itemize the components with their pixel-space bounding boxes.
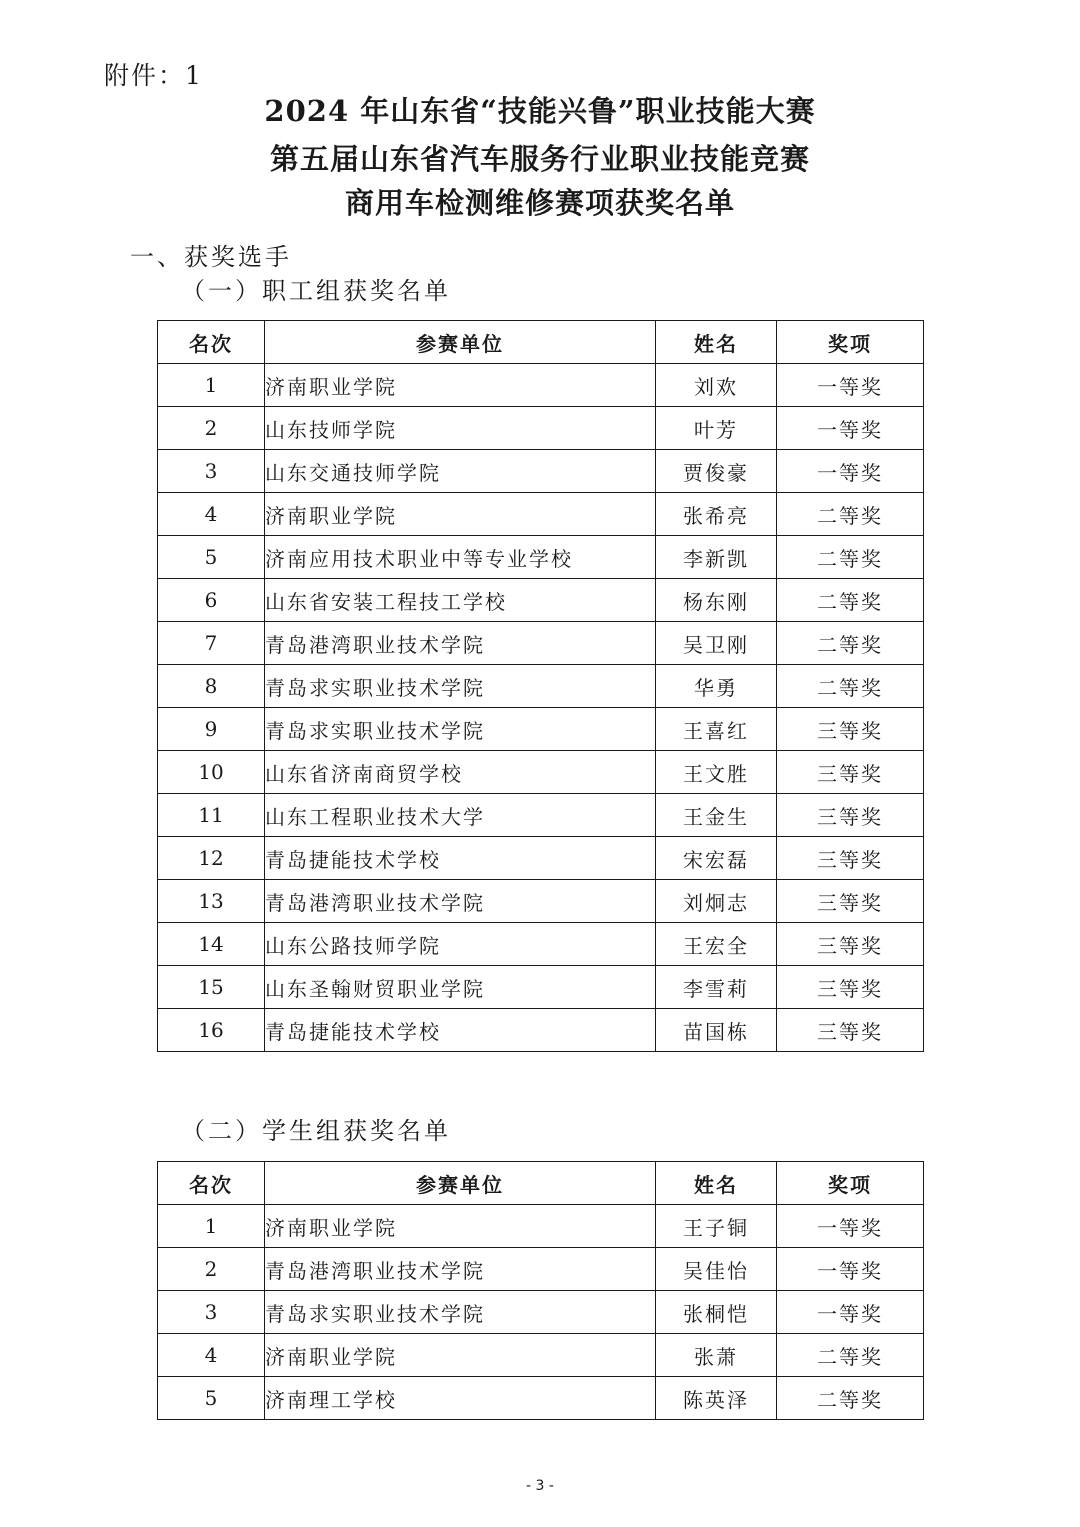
cell-name: 吴卫刚 xyxy=(656,622,777,665)
worker-group-heading: （一）职工组获奖名单 xyxy=(181,277,451,305)
cell-name: 陈英泽 xyxy=(656,1377,777,1420)
cell-rank: 5 xyxy=(158,1377,265,1420)
cell-award: 三等奖 xyxy=(777,708,924,751)
column-header-unit: 参赛单位 xyxy=(265,321,656,364)
cell-name: 华勇 xyxy=(656,665,777,708)
cell-rank: 1 xyxy=(158,364,265,407)
table-row xyxy=(158,1009,924,1052)
page-number: - 3 - xyxy=(526,1478,554,1494)
cell-unit: 青岛港湾职业技术学院 xyxy=(265,1248,656,1291)
cell-award: 三等奖 xyxy=(777,837,924,880)
table-row xyxy=(158,751,924,794)
cell-unit: 山东省安装工程技工学校 xyxy=(265,579,656,622)
cell-unit: 青岛求实职业技术学院 xyxy=(265,708,656,751)
cell-name: 贾俊豪 xyxy=(656,450,777,493)
cell-unit: 青岛捷能技术学校 xyxy=(265,1009,656,1052)
table-row xyxy=(158,880,924,923)
cell-award: 二等奖 xyxy=(777,622,924,665)
cell-award: 二等奖 xyxy=(777,665,924,708)
table-row xyxy=(158,450,924,493)
cell-name: 宋宏磊 xyxy=(656,837,777,880)
cell-unit: 济南职业学院 xyxy=(265,1205,656,1248)
table-row xyxy=(158,1334,924,1377)
cell-name: 叶芳 xyxy=(656,407,777,450)
cell-award: 一等奖 xyxy=(777,1248,924,1291)
cell-unit: 青岛港湾职业技术学院 xyxy=(265,880,656,923)
cell-name: 李新凯 xyxy=(656,536,777,579)
cell-rank: 5 xyxy=(158,536,265,579)
cell-award: 一等奖 xyxy=(777,450,924,493)
cell-name: 张希亮 xyxy=(656,493,777,536)
title-line-3: 商用车检测维修赛项获奖名单 xyxy=(344,186,735,220)
cell-award: 一等奖 xyxy=(777,407,924,450)
cell-rank: 4 xyxy=(158,493,265,536)
cell-rank: 10 xyxy=(158,751,265,794)
cell-rank: 15 xyxy=(158,966,265,1009)
cell-rank: 9 xyxy=(158,708,265,751)
cell-rank: 13 xyxy=(158,880,265,923)
cell-rank: 2 xyxy=(158,407,265,450)
table-row xyxy=(158,622,924,665)
cell-rank: 7 xyxy=(158,622,265,665)
cell-award: 三等奖 xyxy=(777,966,924,1009)
cell-rank: 11 xyxy=(158,794,265,837)
cell-rank: 6 xyxy=(158,579,265,622)
cell-award: 一等奖 xyxy=(777,364,924,407)
cell-rank: 2 xyxy=(158,1248,265,1291)
cell-unit: 山东交通技师学院 xyxy=(265,450,656,493)
table-row xyxy=(158,1205,924,1248)
cell-unit: 山东工程职业技术大学 xyxy=(265,794,656,837)
cell-unit: 山东技师学院 xyxy=(265,407,656,450)
table-row xyxy=(158,794,924,837)
cell-name: 王子铜 xyxy=(656,1205,777,1248)
cell-rank: 3 xyxy=(158,450,265,493)
table-row xyxy=(158,1291,924,1334)
cell-award: 三等奖 xyxy=(777,1009,924,1052)
cell-rank: 4 xyxy=(158,1334,265,1377)
table-row xyxy=(158,536,924,579)
student-group-heading: （二）学生组获奖名单 xyxy=(181,1117,451,1145)
table-header-row xyxy=(158,1162,924,1205)
cell-name: 刘炯志 xyxy=(656,880,777,923)
cell-unit: 济南理工学校 xyxy=(265,1377,656,1420)
student-group-rows xyxy=(158,1205,924,1420)
worker-group-table xyxy=(157,320,924,1052)
cell-name: 吴佳怡 xyxy=(656,1248,777,1291)
column-header-award: 奖项 xyxy=(777,1162,924,1205)
cell-unit: 青岛求实职业技术学院 xyxy=(265,1291,656,1334)
cell-award: 二等奖 xyxy=(777,579,924,622)
title-line-2: 第五届山东省汽车服务行业职业技能竞赛 xyxy=(269,142,810,176)
cell-unit: 青岛港湾职业技术学院 xyxy=(265,622,656,665)
cell-name: 杨东刚 xyxy=(656,579,777,622)
cell-award: 二等奖 xyxy=(777,1334,924,1377)
cell-unit: 济南职业学院 xyxy=(265,364,656,407)
section-heading: 一、获奖选手 xyxy=(130,243,292,271)
cell-name: 李雪莉 xyxy=(656,966,777,1009)
cell-award: 三等奖 xyxy=(777,794,924,837)
cell-award: 一等奖 xyxy=(777,1205,924,1248)
cell-name: 王金生 xyxy=(656,794,777,837)
cell-rank: 3 xyxy=(158,1291,265,1334)
column-header-rank: 名次 xyxy=(158,321,265,364)
cell-rank: 14 xyxy=(158,923,265,966)
column-header-unit: 参赛单位 xyxy=(265,1162,656,1205)
student-group-table xyxy=(157,1161,924,1420)
table-row xyxy=(158,407,924,450)
cell-unit: 山东省济南商贸学校 xyxy=(265,751,656,794)
table-row xyxy=(158,1377,924,1420)
cell-name: 王文胜 xyxy=(656,751,777,794)
table-row xyxy=(158,966,924,1009)
cell-unit: 青岛捷能技术学校 xyxy=(265,837,656,880)
cell-name: 苗国栋 xyxy=(656,1009,777,1052)
cell-unit: 青岛求实职业技术学院 xyxy=(265,665,656,708)
worker-group-rows xyxy=(158,364,924,1052)
table-row xyxy=(158,708,924,751)
cell-name: 张桐恺 xyxy=(656,1291,777,1334)
table-row xyxy=(158,923,924,966)
cell-name: 刘欢 xyxy=(656,364,777,407)
cell-rank: 1 xyxy=(158,1205,265,1248)
cell-rank: 16 xyxy=(158,1009,265,1052)
cell-unit: 山东公路技师学院 xyxy=(265,923,656,966)
table-row xyxy=(158,837,924,880)
attachment-label: 附件：1 xyxy=(104,61,203,90)
cell-unit: 济南职业学院 xyxy=(265,493,656,536)
table-row xyxy=(158,493,924,536)
table-row xyxy=(158,364,924,407)
column-header-award: 奖项 xyxy=(777,321,924,364)
cell-unit: 山东圣翰财贸职业学院 xyxy=(265,966,656,1009)
cell-award: 一等奖 xyxy=(777,1291,924,1334)
cell-name: 张萧 xyxy=(656,1334,777,1377)
column-header-rank: 名次 xyxy=(158,1162,265,1205)
column-header-name: 姓名 xyxy=(656,321,777,364)
table-header-row xyxy=(158,321,924,364)
cell-award: 二等奖 xyxy=(777,1377,924,1420)
column-header-name: 姓名 xyxy=(656,1162,777,1205)
cell-name: 王宏全 xyxy=(656,923,777,966)
cell-award: 三等奖 xyxy=(777,923,924,966)
table-row xyxy=(158,665,924,708)
cell-name: 王喜红 xyxy=(656,708,777,751)
table-row xyxy=(158,579,924,622)
table-row xyxy=(158,1248,924,1291)
cell-unit: 济南职业学院 xyxy=(265,1334,656,1377)
cell-award: 三等奖 xyxy=(777,880,924,923)
cell-award: 三等奖 xyxy=(777,751,924,794)
cell-rank: 12 xyxy=(158,837,265,880)
cell-award: 二等奖 xyxy=(777,493,924,536)
cell-rank: 8 xyxy=(158,665,265,708)
title-line-1: 2024 年山东省“技能兴鲁”职业技能大赛 xyxy=(264,94,816,128)
cell-award: 二等奖 xyxy=(777,536,924,579)
cell-unit: 济南应用技术职业中等专业学校 xyxy=(265,536,656,579)
